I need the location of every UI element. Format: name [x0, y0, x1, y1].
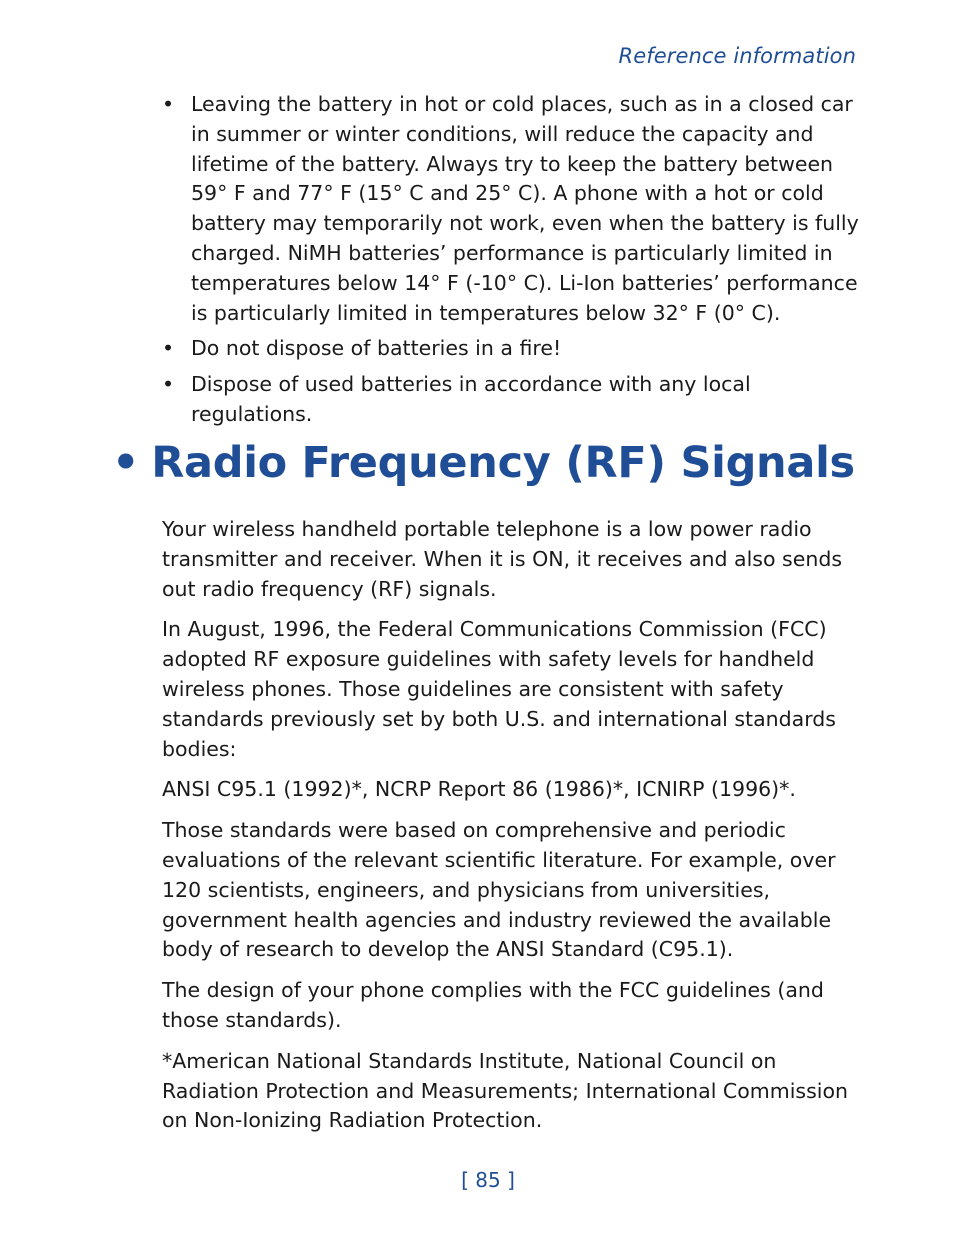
- paragraph: Those standards were based on comprehensive and periodic evaluations of the relevant scientific literature. For example, over 120 scientists, engineers, and physicians from universities, government health agencies and industry reviewed the available body of research to develop the ANSI Standard (C95.1).: [162, 818, 836, 962]
- list-item-text: Dispose of used batteries in accordance with any local regulations.: [191, 372, 751, 426]
- list-item: [162, 90, 862, 328]
- bullet-icon: •: [162, 372, 175, 397]
- list-item: [162, 334, 862, 364]
- bullet-icon: •: [162, 336, 175, 361]
- page-number: [ 85 ]: [461, 1168, 515, 1192]
- list-item-text: Do not dispose of batteries in a fire!: [191, 336, 562, 361]
- heading-bullet-icon: •: [112, 438, 140, 488]
- bullet-icon: •: [162, 92, 175, 116]
- section-body: [162, 515, 862, 1147]
- page-footer: [0, 1168, 954, 1192]
- paragraph: *American National Standards Institute, National Council on Radiation Protection and Measurements; International Commission on Non-Ionizing Radiation Protection.: [162, 1048, 848, 1133]
- list-item-text: Leaving the battery in hot or cold places, such as in a closed car in summer or winter conditions, will reduce the capacity and lifetime of the battery. Always try to keep the battery between 59° F and 77° F (15° C and 25° C). A phone with a hot or cold battery may temporarily not work, even when the battery is fully charged. NiMH batteries’ performance is particularly limited in temperatures below 14° F (-10° C). Li-Ion batteries’ performance is particularly limited in temperatures below 32° F (0° C).: [191, 92, 859, 325]
- section-title: Radio Frequency (RF) Signals: [151, 438, 855, 488]
- paragraph: ANSI C95.1 (1992)*, NCRP Report 86 (1986)*, ICNIRP (1996)*.: [162, 777, 796, 802]
- paragraph: In August, 1996, the Federal Communications Commission (FCC) adopted RF exposure guidelines with safety levels for handheld wireless phones. Those guidelines are consistent with safety standards previously set by both U.S. and international standards bodies:: [162, 617, 836, 761]
- running-header: Reference information: [618, 44, 856, 68]
- paragraph: Your wireless handheld portable telephone is a low power radio transmitter and receiver. When it is ON, it receives and also sends out radio frequency (RF) signals.: [162, 517, 843, 601]
- list-item: [162, 370, 862, 430]
- section-heading: [112, 438, 855, 488]
- battery-precautions-list: [162, 90, 862, 436]
- paragraph: The design of your phone complies with the FCC guidelines (and those standards).: [162, 978, 824, 1032]
